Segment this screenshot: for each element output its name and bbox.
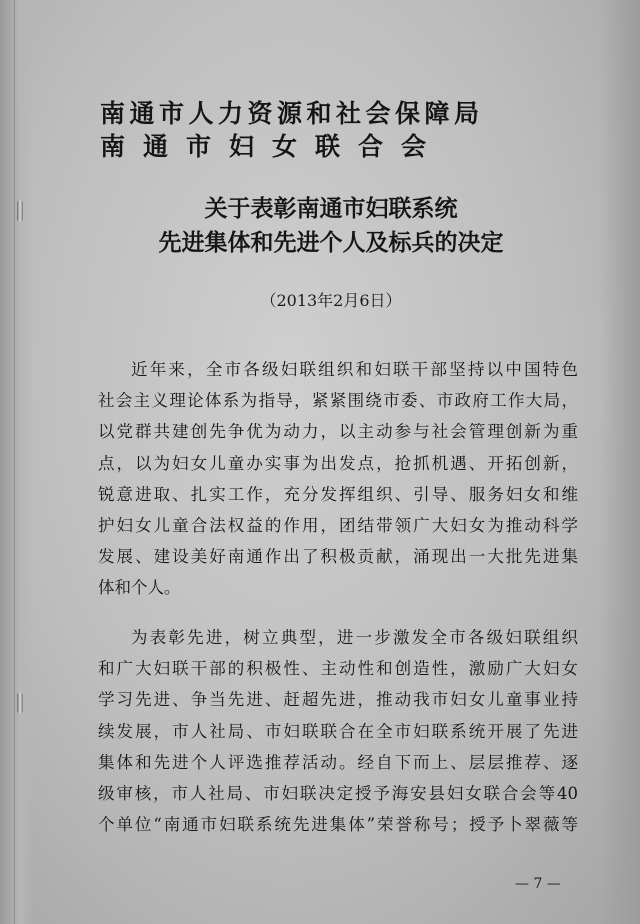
- title-line-2: 先进集体和先进个人及标兵的决定: [158, 230, 504, 256]
- paragraph-2-line: 和广大妇联干部的积极性、主动性和创造性，激励广大妇女: [98, 659, 578, 679]
- sender-line-2: 南通市妇女联合会: [100, 132, 445, 161]
- paragraph-2-line: 级审核，市人社局、市妇联决定授予海安县妇女联合会等40: [98, 783, 578, 803]
- paragraph-1-line: 近年来，全市各级妇联组织和妇联干部坚持以中国特色: [131, 360, 578, 379]
- document-date: （2013年2月6日）: [260, 291, 402, 310]
- paragraph-1-line: 以党群共建创先争优为动力，以主动参与社会管理创新为重: [98, 422, 578, 442]
- paragraph-1-line: 点，以为妇女儿童办实事为出发点，抢抓机遇、开拓创新，: [98, 453, 578, 473]
- staple-bottom: [17, 692, 23, 714]
- sender-line-1: 南通市人力资源和社会保障局: [100, 99, 484, 128]
- page-edge-left: [0, 0, 34, 924]
- paragraph-2-line: 为表彰先进，树立典型，进一步激发全市各级妇联组织: [131, 628, 578, 647]
- page-edge-right: [600, 0, 640, 924]
- paragraph-2: [98, 622, 578, 840]
- paragraph-1-line: 护妇女儿童合法权益的作用，团结带领广大妇女为推动科学: [98, 515, 578, 535]
- title-line-1: 关于表彰南通市妇联系统: [204, 196, 458, 222]
- fold-line: [14, 0, 15, 924]
- paragraph-2-line: 学习先进、争当先进、赶超先进，推动我市妇女儿童事业持: [98, 690, 578, 710]
- paragraph-2-line: 集体和先进个人评选推荐活动。经自下而上、层层推荐、逐: [98, 752, 578, 772]
- page-number: — 7 —: [515, 876, 561, 892]
- paragraph-2-line: 个单位“南通市妇联系统先进集体”荣誉称号；授予卜翠薇等: [98, 815, 578, 835]
- paragraph-1-line: 锐意进取、扎实工作，充分发挥组织、引导、服务妇女和维: [98, 484, 578, 504]
- paragraph-2-line: 续发展，市人社局、市妇联联合在全市妇联系统开展了先进: [98, 721, 578, 741]
- paragraph-1-line: 发展、建设美好南通作出了积极贡献，涌现出一大批先进集: [98, 547, 578, 567]
- paragraph-1-line: 社会主义理论体系为指导，紧紧围绕市委、市政府工作大局，: [98, 391, 578, 411]
- paragraph-1-line: 体和个人。: [98, 578, 181, 598]
- paragraph-1: [98, 354, 578, 604]
